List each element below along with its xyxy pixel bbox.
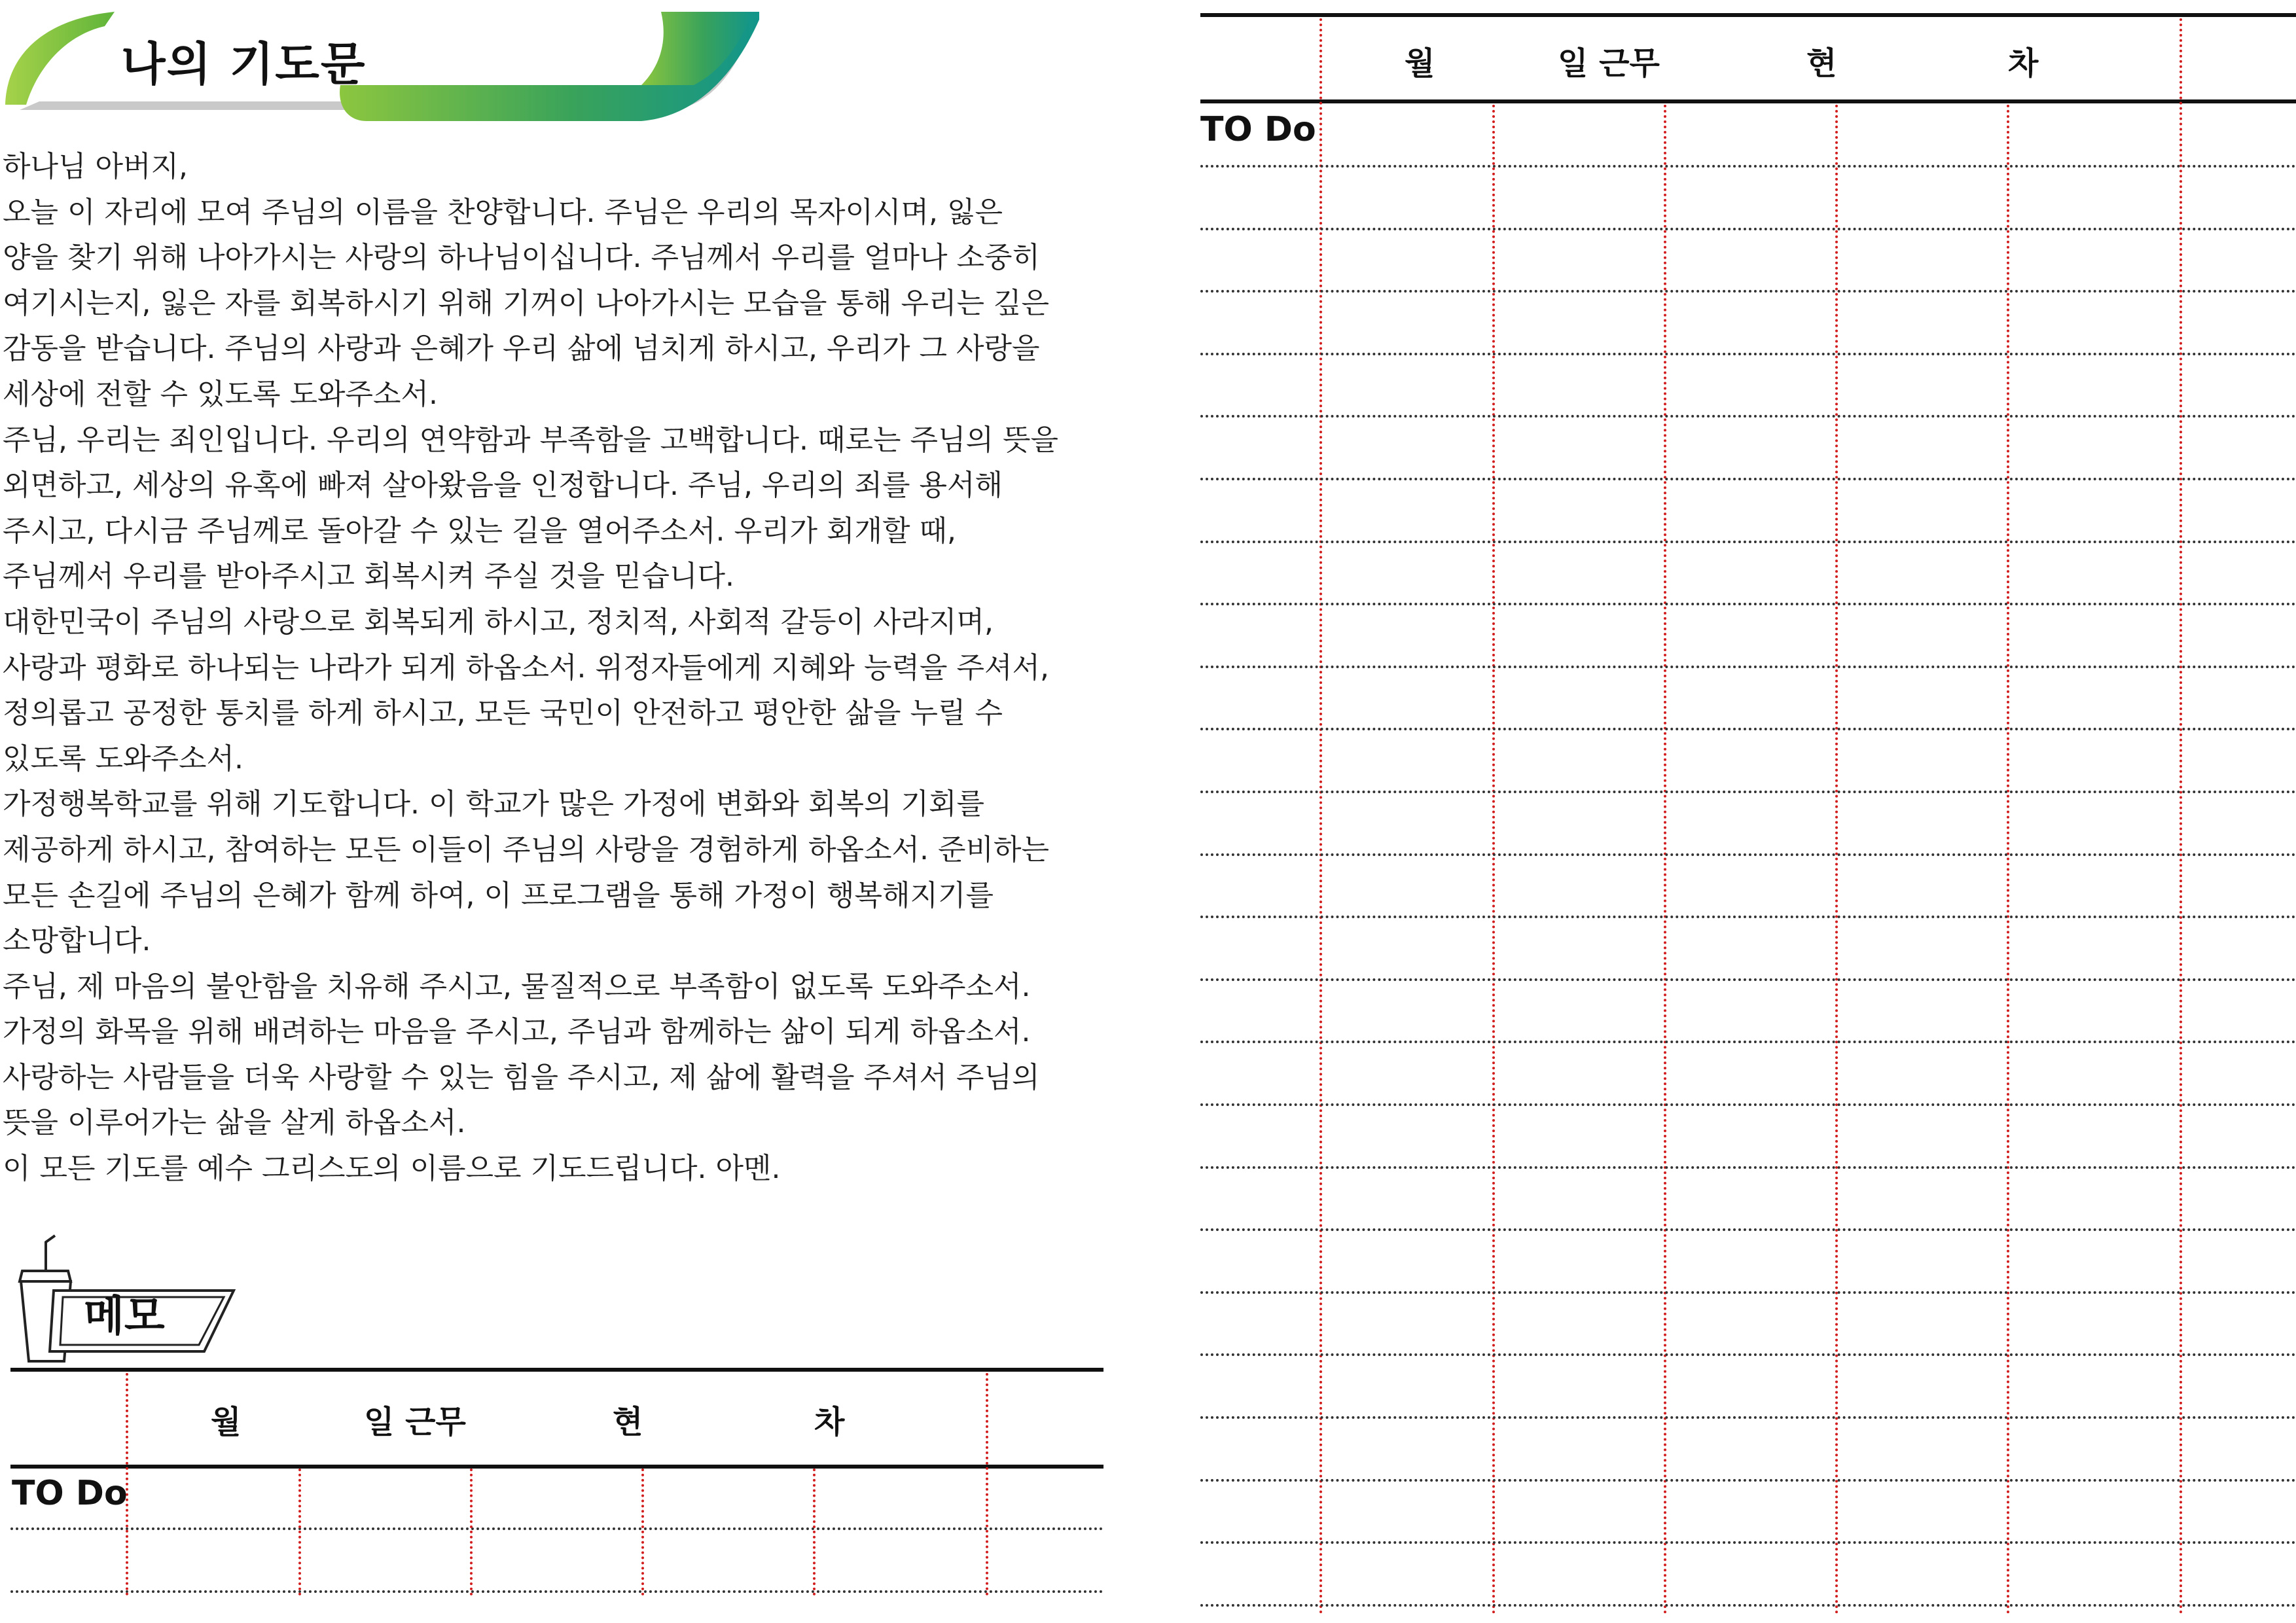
- prayer-line: 제공하게 하시고, 참여하는 모든 이들이 주님의 사랑을 경험하게 하옵소서. 준비하는: [3, 832, 1049, 866]
- header-month: 월: [211, 1404, 242, 1440]
- table-row-line: [1200, 290, 2296, 293]
- table-col-line: [1492, 105, 1495, 1615]
- prayer-line: 주님, 우리는 죄인입니다. 우리의 연약함과 부족함을 고백합니다. 때로는 주님의 뜻을: [3, 423, 1058, 457]
- table-row-line: [1200, 853, 2296, 856]
- table-col-line: [1664, 105, 1666, 1615]
- prayer-line: 여기시는지, 잃은 자를 회복하시기 위해 기꺼이 나아가시는 모습을 통해 우리는 깊은: [3, 286, 1049, 320]
- table-col-line: [2179, 18, 2182, 1615]
- prayer-line: 있도록 도와주소서.: [3, 741, 244, 776]
- table-row-line: [1200, 1166, 2296, 1169]
- prayer-line: 모든 손길에 주님의 은혜가 함께 하여, 이 프로그램을 통해 가정이 행복해지기를: [3, 878, 994, 912]
- table-col-line: [1835, 105, 1838, 1615]
- table-col-line: [470, 1469, 473, 1596]
- prayer-line: 뜻을 이루어가는 삶을 살게 하옵소서.: [3, 1106, 466, 1140]
- table-row-line: [10, 1527, 1103, 1530]
- table-row-line: [1200, 978, 2296, 981]
- table-row-line: [10, 1590, 1103, 1593]
- table-col-line: [298, 1469, 301, 1596]
- prayer-line: 이 모든 기도를 예수 그리스도의 이름으로 기도드립니다. 아멘.: [3, 1152, 781, 1186]
- table-header-border: [1200, 99, 2296, 103]
- table-row-line: [1200, 1291, 2296, 1294]
- prayer-text: [3, 144, 1109, 1192]
- table-col-line: [813, 1469, 816, 1596]
- table-row-line: [1200, 1103, 2296, 1106]
- title-banner: [0, 0, 759, 131]
- table-row-line: [1200, 1416, 2296, 1419]
- prayer-line: 대한민국이 주님의 사랑으로 회복되게 하시고, 정치적, 사회적 갈등이 사라지며,: [3, 605, 994, 639]
- table-col-line: [986, 1373, 988, 1596]
- todo-label: TO Do: [1200, 110, 1316, 149]
- table-top-border: [1200, 13, 2296, 17]
- prayer-line: 정의롭고 공정한 통치를 하게 하시고, 모든 국민이 안전하고 평안한 삶을 누릴 수: [3, 696, 1003, 730]
- header-hyun: 현: [613, 1404, 643, 1440]
- table-row-line: [1200, 415, 2296, 418]
- table-row-line: [1200, 541, 2296, 543]
- table-row-line: [1200, 791, 2296, 793]
- table-col-line: [2007, 105, 2009, 1615]
- table-row-line: [1200, 1479, 2296, 1482]
- prayer-line: 하나님 아버지,: [3, 150, 188, 183]
- memo-label: 메모: [84, 1293, 165, 1341]
- header-day-work: 일 근무: [1558, 45, 1660, 82]
- table-row-line: [1200, 666, 2296, 668]
- table-row-line: [1200, 1604, 2296, 1607]
- header-day-work: 일 근무: [364, 1404, 466, 1440]
- page-title: 나의 기도문: [121, 37, 367, 91]
- header-cha: 차: [814, 1404, 845, 1440]
- prayer-line: 주시고, 다시금 주님께로 돌아갈 수 있는 길을 열어주소서. 우리가 회개할 때,: [3, 514, 956, 548]
- table-row-line: [1200, 478, 2296, 480]
- prayer-line: 사랑과 평화로 하나되는 나라가 되게 하옵소서. 위정자들에게 지혜와 능력을 주셔서,: [3, 651, 1049, 685]
- table-col-line: [1319, 18, 1322, 1615]
- table-row-line: [1200, 603, 2296, 605]
- prayer-line: 가정행복학교를 위해 기도합니다. 이 학교가 많은 가정에 변화와 회복의 기회를: [3, 787, 984, 821]
- prayer-line: 소망합니다.: [3, 924, 151, 958]
- prayer-line: 양을 찾기 위해 나아가시는 사랑의 하나님이십니다. 주님께서 우리를 얼마나 소중히: [3, 241, 1040, 275]
- prayer-line: 가정의 화목을 위해 배려하는 마음을 주시고, 주님과 함께하는 삶이 되게 하옵소서.: [3, 1015, 1031, 1049]
- header-hyun: 현: [1806, 45, 1837, 82]
- table-top-border: [10, 1368, 1103, 1372]
- prayer-line: 세상에 전할 수 있도록 도와주소서.: [3, 377, 438, 411]
- right-todo-table: [1200, 13, 2296, 1623]
- table-row-line: [1200, 353, 2296, 355]
- table-col-line: [641, 1469, 644, 1596]
- prayer-line: 주님, 제 마음의 불안함을 치유해 주시고, 물질적으로 부족함이 없도록 도와주소서.: [3, 969, 1031, 1003]
- table-row-line: [1200, 916, 2296, 918]
- table-header-border: [10, 1465, 1103, 1469]
- prayer-line: 사랑하는 사람들을 더욱 사랑할 수 있는 힘을 주시고, 제 삶에 활력을 주셔서 주님의: [3, 1060, 1040, 1094]
- table-row-line: [1200, 1041, 2296, 1043]
- prayer-line: 외면하고, 세상의 유혹에 빠져 살아왔음을 인정합니다. 주님, 우리의 죄를 용서해: [3, 469, 1003, 503]
- table-row-line: [1200, 228, 2296, 230]
- table-row-line: [1200, 1541, 2296, 1544]
- table-row-line: [1200, 165, 2296, 168]
- prayer-line: 주님께서 우리를 받아주시고 회복시켜 주실 것을 믿습니다.: [3, 560, 734, 594]
- table-row-line: [1200, 1228, 2296, 1231]
- table-row-line: [1200, 1353, 2296, 1356]
- todo-label: TO Do: [12, 1474, 128, 1513]
- left-todo-table: [10, 1368, 1103, 1603]
- header-month: 월: [1405, 45, 1435, 82]
- header-cha: 차: [2008, 45, 2039, 82]
- table-row-line: [1200, 728, 2296, 730]
- prayer-line: 감동을 받습니다. 주님의 사랑과 은혜가 우리 삶에 넘치게 하시고, 우리가 그 사랑을: [3, 332, 1040, 366]
- prayer-line: 오늘 이 자리에 모여 주님의 이름을 찬양합니다. 주님은 우리의 목자이시며, 잃은: [3, 195, 1003, 229]
